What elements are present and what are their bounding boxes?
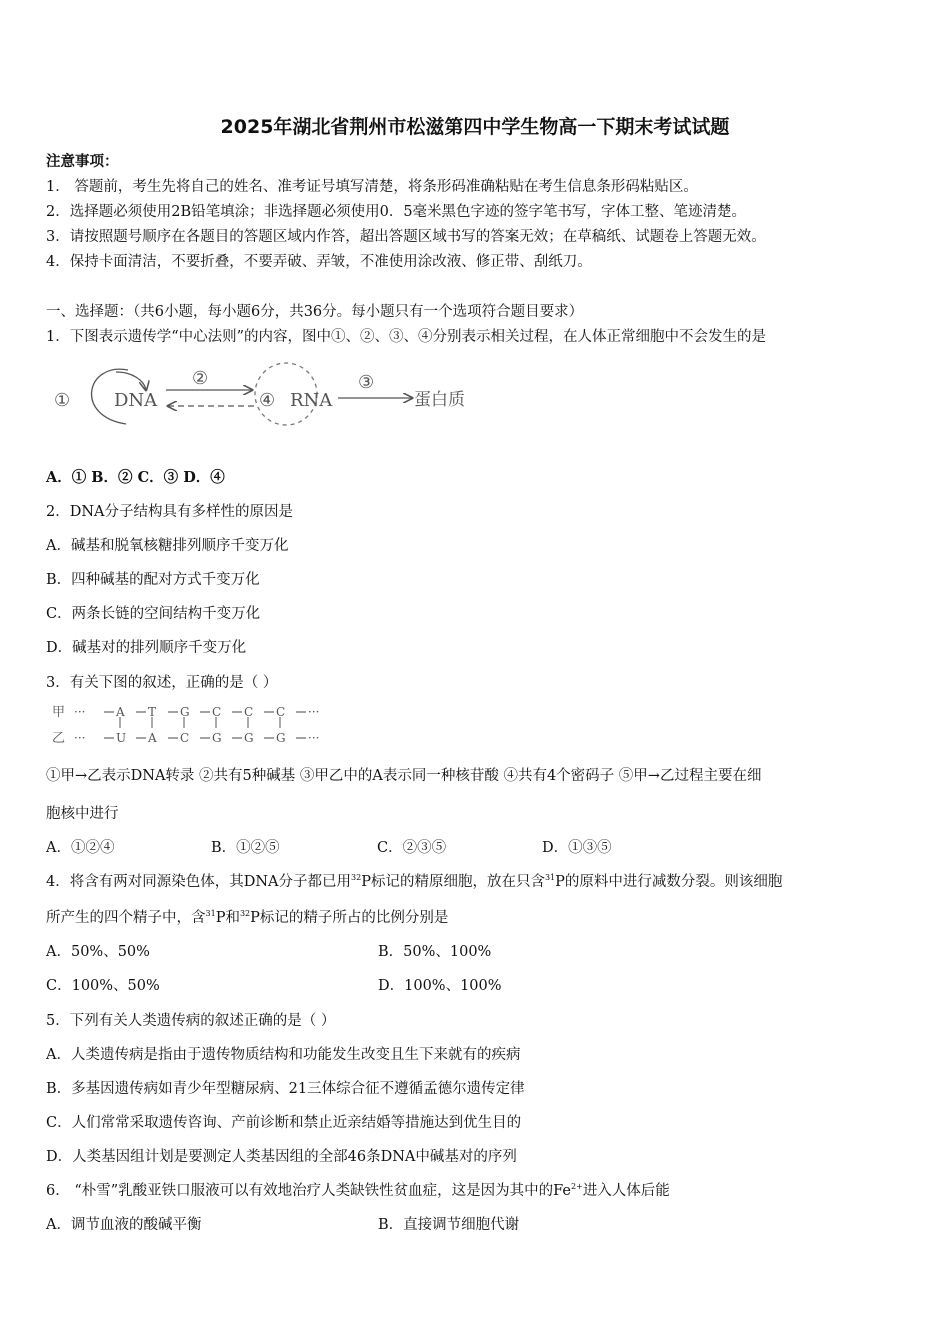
q2-option: D．碱基对的排列顺序千变万化 [46,640,247,656]
strand-bottom-base: U [116,731,127,745]
section-heading: 一、选择题：（共6小题，每小题6分，共36分。每小题只有一个选项符合题目要求） [46,304,584,320]
q4-text: 4．将含有两对同源染色体，其DNA分子都已用 [46,874,352,890]
q6-option: B．直接调节细胞代谢 [378,1217,520,1233]
strand-bottom-base: C [180,731,190,745]
q3-statements-cont: 胞核中进行 [46,806,119,822]
q4-option: C．100%、50% [46,978,160,994]
notice-item: 3．请按照题号顺序在各题目的答题区域内作答，超出答题区域书写的答案无效；在草稿纸、试题卷上答题无效。 [46,229,766,245]
q4-stem [46,872,782,892]
q3-stem: 3．有关下图的叙述，正确的是（ ） [46,675,278,691]
q3-option: D．①③⑤ [542,840,612,856]
q3-option: C．②③⑤ [377,840,447,856]
q6-text: 6． “朴雪”乳酸亚铁口服液可以有效地治疗人类缺铁性贫血症，这是因为其中的Fe [46,1183,572,1199]
q2-option: C．两条长链的空间结构千变万化 [46,606,261,622]
q4-sup: 32 [351,873,362,883]
q4-sup: 31 [544,873,556,883]
central-dogma-diagram [46,358,486,434]
strand-top-base: C [276,705,286,719]
process-2-label: ② [192,368,209,389]
q5-option: C．人们常常采取遗传咨询、产前诊断和禁止近亲结婚等措施达到优生目的 [46,1115,522,1131]
strand-jia-label: 甲 [52,705,66,720]
q1-stem: 1．下图表示遗传学“中心法则”的内容，图中①、②、③、④分别表示相关过程，在人体正常细胞中不会发生的是 [46,329,767,345]
q5-option: B．多基因遗传病如青少年型糖尿病、21三体综合征不遵循孟德尔遗传定律 [46,1081,525,1097]
notice-item: 4．保持卡面清洁，不要折叠，不要弄破、弄皱，不准使用涂改液、修正带、刮纸刀。 [46,254,592,270]
q6-stem [46,1181,670,1201]
page-title: 2025年湖北省荆州市松滋第四中学生物高一下期末考试试题 [220,116,730,138]
q2-option: B．四种碱基的配对方式千变万化 [46,572,260,588]
strand-top-base: C [244,705,254,719]
process-1-label: ① [54,390,71,411]
q3-statements: ①甲→乙表示DNA转录 ②共有5种碱基 ③甲乙中的A表示同一种核苷酸 ④共有4个密码子 ⑤甲→乙过程主要在细 [46,768,762,784]
strand-bottom-base: G [244,731,254,745]
q4-text: 所产生的四个精子中，含 [46,910,206,926]
q5-option: A．人类遗传病是指由于遗传物质结构和功能发生改变且生下来就有的疾病 [46,1047,521,1063]
dna-label: DNA [114,390,158,411]
q4-stem-cont [46,908,448,928]
q6-text: 进入人体后能 [582,1183,670,1199]
notice-item: 1． 答题前，考生先将自己的姓名、准考证号填写清楚，将条形码准确粘贴在考生信息条形码粘贴区。 [46,179,698,195]
q2-option: A．碱基和脱氧核糖排列顺序千变万化 [46,538,289,554]
strand-bottom-dots-right: ··· [308,731,320,745]
q4-option: D．100%、100% [378,978,502,994]
strand-bottom-base: G [276,731,286,745]
q4-text: P标记的精子所占的比例分别是 [250,910,449,926]
strand-top-dots-right: ··· [308,705,320,719]
q1-options: A．① B．② C．③ D．④ [46,469,225,486]
process-4-label: ④ [259,390,276,411]
notice-item: 2．选择题必须使用2B铅笔填涂；非选择题必须使用0．5毫米黑色字迹的签字笔书写，字体工整、笔迹清楚。 [46,204,747,220]
protein-label: 蛋白质 [414,390,465,410]
q4-option: A．50%、50% [46,944,150,960]
replication-arrow [116,372,146,390]
q5-stem: 5．下列有关人类遗传病的叙述正确的是（ ） [46,1013,336,1029]
rna-label: RNA [290,390,333,411]
q4-sup: 31 [205,909,216,919]
q4-option: B．50%、100% [378,944,492,960]
strand-diagram [46,702,356,748]
strand-top-base: G [180,705,190,719]
q4-text: P的原料中进行减数分裂。则该细胞 [555,874,783,890]
q4-text: P标记的精原细胞，放在只含 [361,874,545,890]
strand-bottom-base: G [212,731,222,745]
strand-bottom-dots-left: ··· [74,731,86,745]
q2-stem: 2．DNA分子结构具有多样性的原因是 [46,504,294,520]
q6-option: A．调节血液的酸碱平衡 [46,1217,202,1233]
strand-top-base: C [212,705,222,719]
q6-sup: 2+ [571,1182,583,1192]
q3-option: A．①②④ [46,840,115,856]
notice-heading: 注意事项： [46,153,119,170]
strand-top-base: T [148,705,157,719]
q4-text: P和 [215,910,240,926]
strand-top-dots-left: ··· [74,705,86,719]
q4-sup: 32 [239,909,251,919]
strand-top-base: A [116,705,125,719]
strand-bottom-base: A [148,731,157,745]
process-3-label: ③ [358,372,375,393]
strand-yi-label: 乙 [52,731,66,746]
q5-option: D．人类基因组计划是要测定人类基因组的全部46条DNA中碱基对的序列 [46,1149,517,1165]
strand-bottom [74,731,319,745]
strand-top [74,705,319,728]
q3-option: B．①②⑤ [211,840,280,856]
